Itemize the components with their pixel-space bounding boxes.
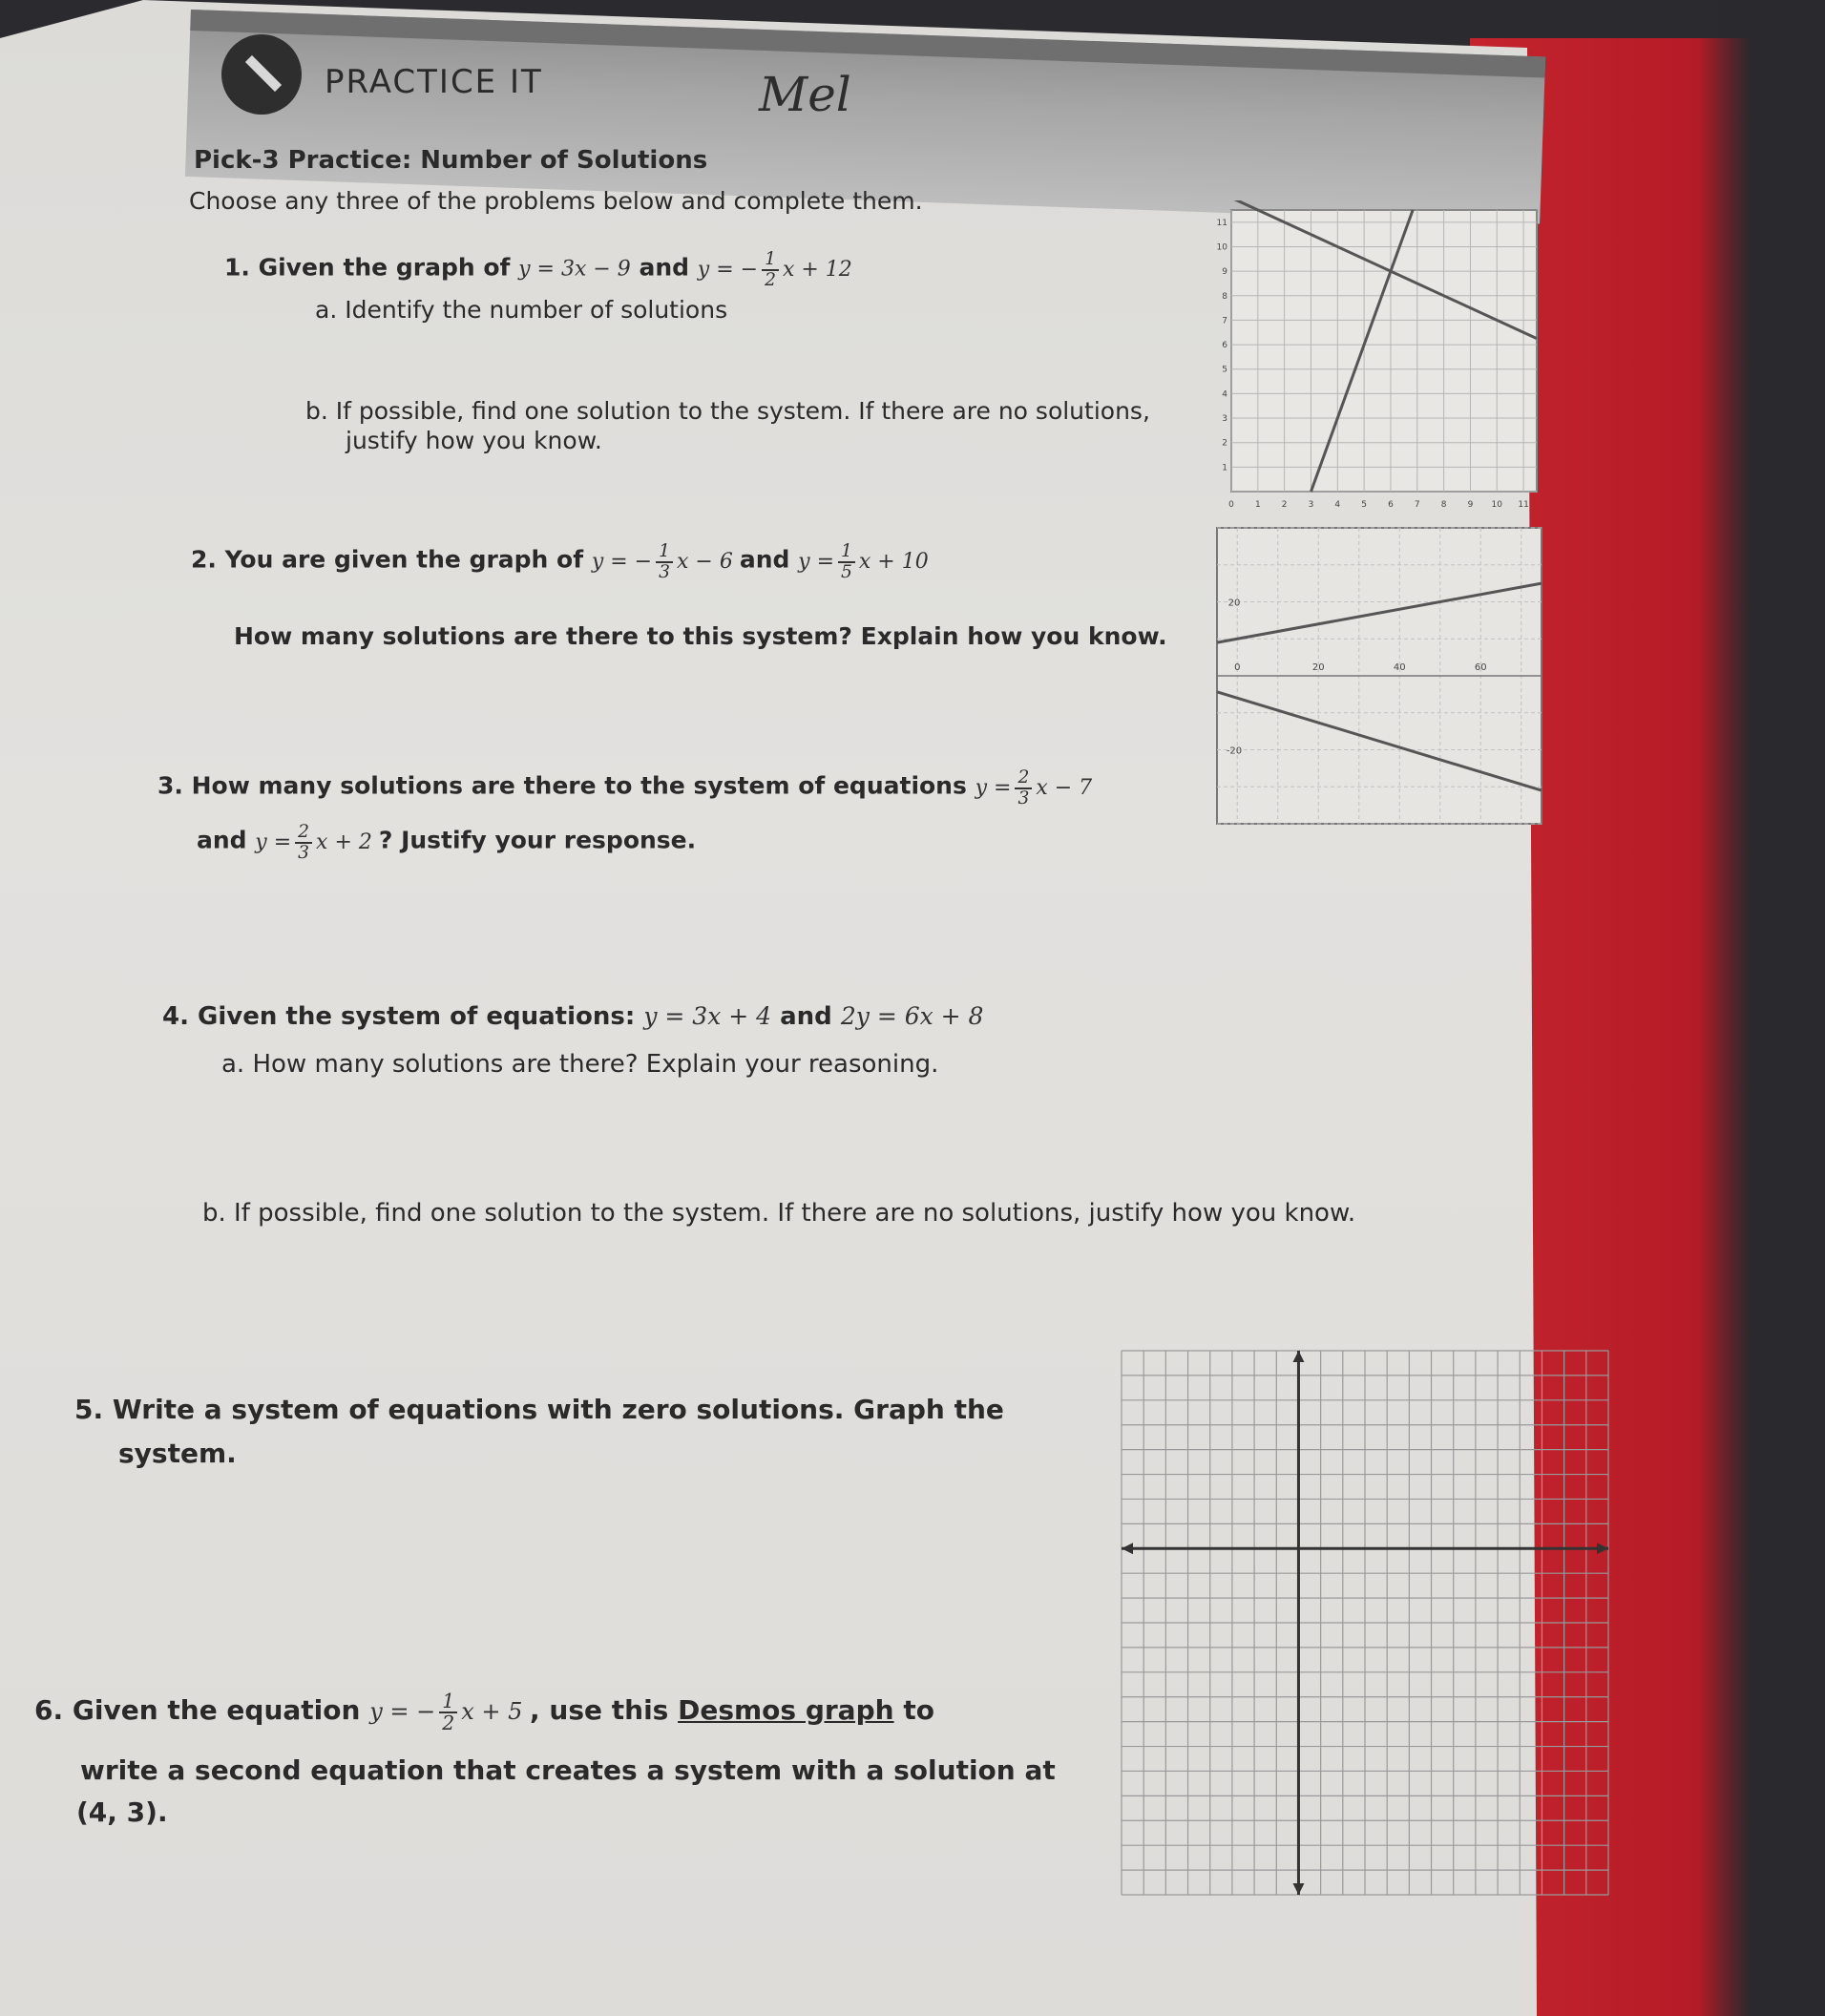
- problem-6-line2: write a second equation that creates a system with a solution at: [80, 1754, 1056, 1786]
- problem-3-and: and: [197, 826, 247, 854]
- graph-1-y-tick-label: 3: [1222, 414, 1227, 425]
- problem-3-suffix: ? Justify your response.: [378, 826, 697, 854]
- pencil-icon: [221, 34, 302, 115]
- x-axis-arrow-right-icon: [1597, 1543, 1608, 1554]
- graph-1-x-tick-label: 3: [1308, 500, 1314, 510]
- x-axis-arrow-left-icon: [1122, 1543, 1133, 1554]
- problem-1b-line2: justify how you know.: [346, 427, 602, 454]
- problem-1-eq2: y = − $\frac{1}{2}$ x + 12: [697, 249, 852, 290]
- worksheet-title: Pick-3 Practice: Number of Solutions: [194, 146, 708, 175]
- problem-4b: b. If possible, find one solution to the system. If there are no solutions, justify how you know.: [202, 1199, 1356, 1228]
- problem-6-mid: , use this: [530, 1693, 669, 1726]
- graph-1-y-tick-label: 1: [1222, 463, 1227, 473]
- y-axis-arrow-up-icon: [1292, 1351, 1304, 1362]
- graph-1-x-tick-label: 9: [1467, 500, 1474, 510]
- graph-1-x-tick-label: 4: [1334, 500, 1341, 510]
- problem-3-statement-line2: [197, 823, 696, 862]
- y-axis-arrow-down-icon: [1292, 1883, 1304, 1895]
- problem-1b-line1: b. If possible, find one solution to the system. If there are no solutions,: [305, 397, 1150, 425]
- problem-2-question: How many solutions are there to this system? Explain how you know.: [234, 622, 1167, 650]
- problem-1-statement: [224, 250, 852, 289]
- problem-2-prefix: 2. You are given the graph of: [191, 545, 584, 574]
- problem-1-prefix: 1. Given the graph of: [224, 253, 511, 282]
- graph-1-y-tick-label: 8: [1222, 291, 1227, 302]
- graph-1-x-tick-label: 1: [1254, 500, 1261, 510]
- problem-6-suffix: to: [903, 1693, 934, 1726]
- problem-3-eq2: y = $\frac{2}{3}$ x + 2: [255, 822, 372, 863]
- graph-1-frame: [1231, 210, 1537, 492]
- graph-1-x-tick-label: 5: [1361, 500, 1367, 510]
- problem-6-prefix: 6. Given the equation: [34, 1693, 361, 1726]
- graph-2: [1212, 523, 1546, 829]
- graph-1-y-tick-label: 7: [1222, 316, 1227, 326]
- graph-1-x-tick-label: 0: [1228, 500, 1234, 510]
- problem-4-statement: [162, 1002, 983, 1031]
- graph-2-y-tick-label: 20: [1227, 598, 1241, 609]
- graph-1-x-tick-label: 10: [1491, 500, 1502, 510]
- problem-5-line2: system.: [118, 1438, 237, 1469]
- graph-1-y-tick-label: 4: [1222, 389, 1227, 400]
- graph-2-x-tick-label: 40: [1393, 662, 1406, 673]
- worksheet-instructions: Choose any three of the problems below and complete them.: [189, 187, 923, 215]
- graph-1-y-tick-label: 11: [1216, 218, 1227, 228]
- desmos-graph-link[interactable]: Desmos graph: [678, 1693, 894, 1726]
- problem-6-eq: y = − $\frac{1}{2}$ x + 5: [369, 1690, 523, 1735]
- graph-1-y-tick-label: 5: [1222, 365, 1227, 375]
- problem-6-statement: [34, 1691, 934, 1734]
- problem-4a: a. How many solutions are there? Explain your reasoning.: [221, 1050, 939, 1079]
- graph-1-x-tick-label: 7: [1414, 500, 1420, 510]
- graph-2-x-tick-label: 20: [1311, 662, 1325, 673]
- problem-5-line1: 5. Write a system of equations with zero solutions. Graph the: [74, 1394, 1004, 1425]
- problem-2-and: and: [739, 545, 790, 574]
- problem-3-eq1: y = $\frac{2}{3}$ x − 7: [975, 767, 1093, 808]
- graph-1-y-tick-label: 9: [1222, 267, 1227, 278]
- problem-1a: a. Identify the number of solutions: [315, 296, 728, 324]
- graph-1-x-tick-label: 2: [1281, 500, 1288, 510]
- graph-2-x-tick-label: 60: [1474, 662, 1487, 673]
- graph-1-x-tick-label: 8: [1440, 500, 1447, 510]
- graph-1: [1212, 200, 1546, 515]
- graph-1-x-tick-label: 11: [1518, 500, 1529, 510]
- student-name-handwritten: Mel: [759, 67, 851, 122]
- graph-1-y-tick-label: 6: [1222, 341, 1227, 351]
- header-title: PRACTICE IT: [325, 63, 543, 101]
- problem-2-statement: [191, 542, 929, 581]
- graph-1-y-tick-label: 10: [1216, 242, 1227, 253]
- problem-4-eq1: y = 3x + 4: [643, 1002, 772, 1030]
- problem-3-prefix: 3. How many solutions are there to the system of equations: [157, 771, 967, 800]
- graph-1-x-tick-label: 6: [1388, 500, 1394, 510]
- blank-coordinate-grid: [1112, 1341, 1618, 1904]
- graph-2-y-tick-label: -20: [1226, 746, 1243, 757]
- problem-6-line3: (4, 3).: [76, 1796, 168, 1828]
- graph-2-x-tick-label: 0: [1234, 662, 1241, 673]
- problem-3-statement: [157, 768, 1092, 808]
- graph-1-y-tick-label: 2: [1222, 438, 1227, 449]
- problem-4-prefix: 4. Given the system of equations:: [162, 1002, 636, 1031]
- problem-1-eq1: y = 3x − 9: [518, 257, 631, 282]
- problem-4-and: and: [780, 1002, 832, 1031]
- problem-1-and: and: [639, 253, 690, 282]
- problem-4-eq2: 2y = 6x + 8: [840, 1002, 984, 1030]
- problem-2-eq2: y = $\frac{1}{5}$ x + 10: [798, 541, 929, 582]
- background-shadow: [1699, 0, 1825, 2016]
- problem-2-eq1: y = − $\frac{1}{3}$ x − 6: [591, 541, 733, 582]
